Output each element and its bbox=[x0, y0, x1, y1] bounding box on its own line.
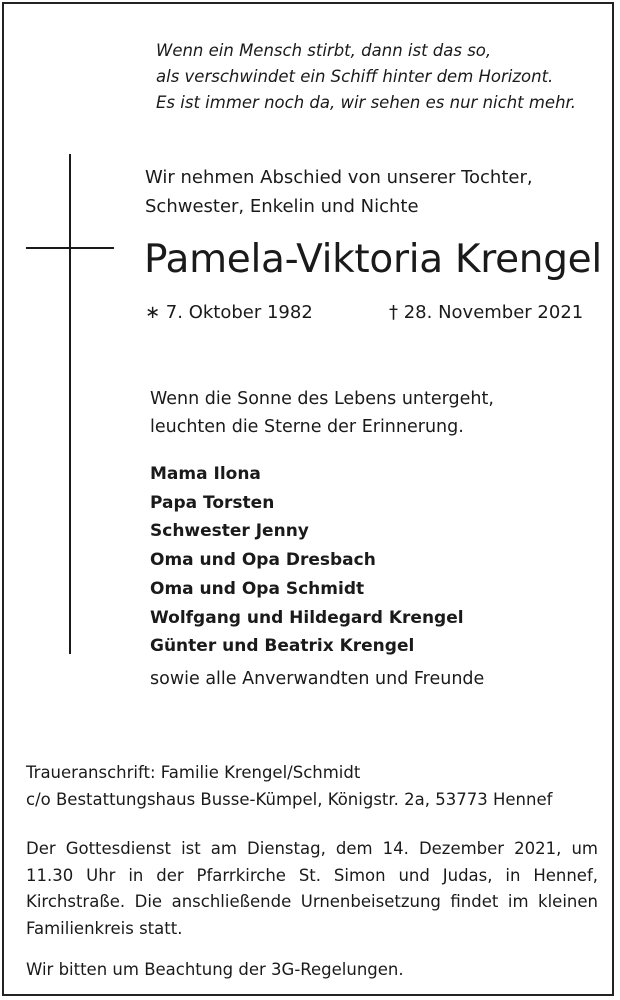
quote-line: Wenn die Sonne des Lebens untergeht, bbox=[150, 389, 494, 409]
poem bbox=[156, 38, 576, 116]
mourner-name: Schwester Jenny bbox=[150, 521, 309, 542]
intro-line: Schwester, Enkelin und Nichte bbox=[145, 196, 419, 217]
address-line: Traueranschrift: Familie Krengel/Schmidt bbox=[26, 763, 361, 782]
intro-line: Wir nehmen Abschied von unserer Tochter, bbox=[145, 167, 533, 188]
birth-date: ∗ 7. Oktober 1982 bbox=[145, 302, 313, 323]
mourner-name: Mama Ilona bbox=[150, 464, 261, 484]
memorial-quote bbox=[150, 385, 494, 441]
mourner-name: Papa Torsten bbox=[150, 492, 275, 513]
mourner-name: Oma und Opa Dresbach bbox=[150, 550, 376, 571]
poem-line: als verschwindet ein Schiff hinter dem Horizont. bbox=[156, 67, 554, 86]
mourner-name: Günter und Beatrix Krengel bbox=[150, 636, 415, 657]
cross-vertical-bar bbox=[69, 154, 71, 654]
mourner-name: Wolfgang und Hildegard Krengel bbox=[150, 607, 464, 628]
service-text: Der Gottesdienst ist am Dienstag, dem 14. Dezember 2021, um 11.30 Uhr in der Pfarrkirche St. Simon und Judas, in Hennef, Kirchstraße. Die anschließende Urnenbeisetzung findet im kleinen Familienkreis statt. bbox=[26, 839, 598, 938]
cross-horizontal-bar bbox=[26, 247, 114, 249]
death-date: † 28. November 2021 bbox=[389, 302, 584, 323]
poem-line: Es ist immer noch da, wir sehen es nur nicht mehr. bbox=[156, 93, 577, 112]
covid-rules-note: Wir bitten um Beachtung der 3G-Regelungen. bbox=[26, 960, 404, 979]
obituary-frame bbox=[2, 2, 614, 996]
service-info bbox=[26, 836, 598, 942]
farewell-intro bbox=[145, 163, 533, 221]
other-mourners: sowie alle Anverwandten und Freunde bbox=[150, 669, 485, 689]
poem-line: Wenn ein Mensch stirbt, dann ist das so, bbox=[156, 41, 492, 60]
mourning-address bbox=[26, 760, 552, 813]
deceased-name: Pamela-Viktoria Krengel bbox=[144, 237, 602, 282]
mourners-list bbox=[150, 460, 464, 661]
address-line: c/o Bestattungshaus Busse-Kümpel, Königstr. 2a, 53773 Hennef bbox=[26, 789, 553, 809]
quote-line: leuchten die Sterne der Erinnerung. bbox=[150, 417, 464, 437]
mourner-name: Oma und Opa Schmidt bbox=[150, 578, 365, 599]
